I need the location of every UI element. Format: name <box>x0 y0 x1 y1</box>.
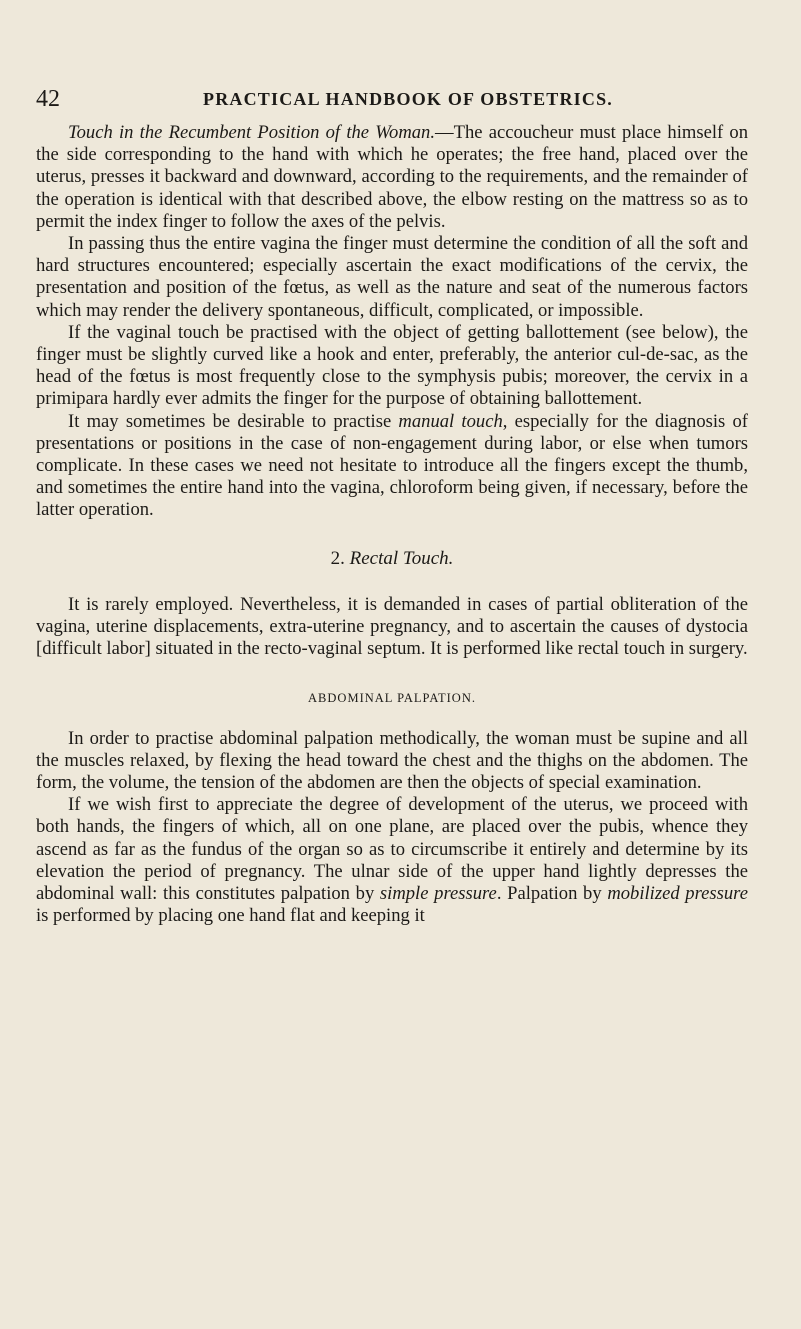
paragraph-text: —The accoucheur must place himself on the side corresponding to the hand with which he operates; the free hand, placed over the uterus, presses it backward and downward, according to the requirements, and the remainder of the operation is identical with that described above, the elbow resting on the mattress so as to permit the index finger to follow the axes of the pelvis. <box>36 122 748 232</box>
section-heading-rectal-touch <box>36 548 748 570</box>
paragraph-text: . Palpation by <box>496 883 608 905</box>
paragraph-text: If the vaginal touch be practised with the object of getting ballottement (see below), the finger must be slightly curved like a hook and enter, preferably, the anterior cul-de-sac, as the head of the fœtus is most frequently close to the symphysis pubis; moreover, the cervix in a primipara hardly ever admits the finger for the purpose of obtaining ballottement. <box>36 321 748 410</box>
paragraph-text: It is rarely employed. Nevertheless, it is demanded in cases of partial obliteration of the vagina, uterine displacements, extra-uterine pregnancy, and to ascertain the causes of dystocia [difficult labor] situated in the recto-vaginal septum. It is performed like rectal touch in surgery. <box>36 593 748 660</box>
italic-term: manual touch <box>398 410 503 432</box>
paragraph-ballottement <box>36 322 748 411</box>
paragraph-palpation-method <box>36 728 748 795</box>
paragraph-rectal-touch <box>36 594 748 661</box>
page-number: 42 <box>36 86 60 112</box>
paragraph-text: , especially for the diagnosis of presentations or positions in the case of non-engagement during labor, or else when tumors complicate. In these cases we need not hesitate to introduce all the fingers except the thumb, and sometimes the entire hand into the vagina, chloroform being given, if necessary, before the latter operation. <box>36 410 748 521</box>
paragraph-vagina-passage <box>36 233 748 322</box>
italic-term: mobilized pressure <box>607 883 748 905</box>
italic-lead: Touch in the Recumbent Position of the Woman. <box>68 122 435 143</box>
section-heading-abdominal-palpation: ABDOMINAL PALPATION. <box>308 691 476 706</box>
running-head <box>36 86 756 112</box>
paragraph-text: is performed by placing one hand flat and keeping it <box>36 905 425 927</box>
paragraph-recumbent-touch <box>36 122 748 233</box>
paragraph-uterus-development <box>36 794 748 927</box>
section-number: 2. <box>330 547 345 569</box>
paragraph-text: In passing thus the entire vagina the finger must determine the condition of all the soft and hard structures encountered; especially ascertain the exact modifications of the cervix, the presentation and position of the fœtus, as well as the nature and seat of the numerous factors which may render the delivery spontaneous, difficult, complicated, or impossible. <box>36 233 748 321</box>
italic-term: simple pressure <box>379 883 497 905</box>
paragraph-text: It may sometimes be desirable to practise <box>68 410 399 432</box>
body-text <box>36 122 748 928</box>
paragraph-text: In order to practise abdominal palpation methodically, the woman must be supine and all the muscles relaxed, by flexing the head toward the chest and the thighs on the abdomen. The form, the volume, the tension of the abdomen are then the objects of special examination. <box>36 727 748 794</box>
paragraph-text: If we wish first to appreciate the degree of development of the uterus, we proceed with both hands, the fingers of which, all on one plane, are placed over the pubis, whence they ascend as far as the fundus of the organ so as to circumscribe it entirely and determine by its elevation the period of pregnancy. The ulnar side of the upper hand lightly depresses the abdominal wall: this constitutes palpation by <box>36 794 748 905</box>
section-title: Rectal Touch. <box>349 547 454 569</box>
paragraph-manual-touch <box>36 411 748 522</box>
running-title: PRACTICAL HANDBOOK OF OBSTETRICS. <box>203 89 613 109</box>
